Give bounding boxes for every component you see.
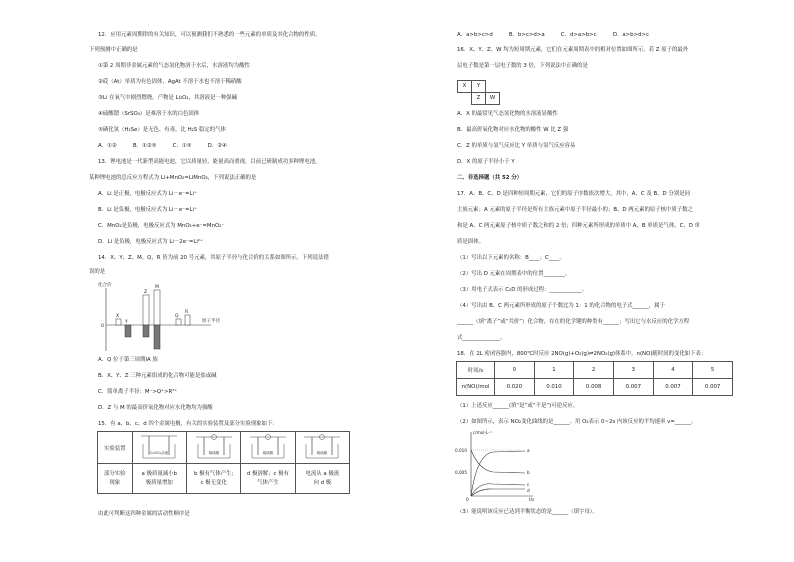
q15-observation-2-line1: b 极有气体产生; bbox=[193, 470, 234, 477]
q14-option-d: D．Z 与 M 的最高价氧化物对应水化物均为强酸 bbox=[98, 405, 213, 411]
q15-apparatus-3 bbox=[241, 432, 295, 464]
q14-valence-radius-figure bbox=[96, 279, 236, 353]
q12-statement-5: ⑤硒化氢（H₂Se）是无色、有毒，比 H₂S 稳定的气体 bbox=[98, 127, 226, 133]
q12-statement-1: ①第 2 周期非金属元素的气态氢化物溶于水后，水溶液均为酸性 bbox=[98, 63, 250, 69]
q18-cell-nno-3: 0.007 bbox=[613, 379, 653, 396]
q16-option-b: B．最高价氧化物对应水化物的酸性 W 比 Z 强 bbox=[457, 127, 569, 133]
q15-apparatus-2-solution: 稀硫酸 bbox=[208, 450, 219, 455]
q18-curve-label-d: d bbox=[527, 488, 530, 493]
section-nonchoice-heading: 二、非选择题（共 52 分） bbox=[457, 175, 523, 181]
q14-x-axis-label: 原子半径 bbox=[202, 319, 220, 324]
q18-curve-d bbox=[471, 489, 525, 496]
q18-y-axis-label: c/mol·L⁻¹ bbox=[473, 430, 493, 435]
q16-option-a: A．X 的最常见气态氢化物的水溶液显酸性 bbox=[457, 111, 558, 117]
q16-cell-y-label: Y bbox=[476, 83, 481, 89]
q14-bar-y-neg bbox=[125, 325, 131, 337]
q15-apparatus-1-solution: CuSO₄溶液 bbox=[149, 450, 169, 455]
q14-option-a: A．Q 位于第三周期ⅠA 族 bbox=[98, 357, 158, 363]
q15-row-label-observation-line1: 部分实验 bbox=[104, 470, 126, 477]
q16-stem-line1: 16．X、Y、Z、W 均为短周期元素，它们在元素周期表中的相对位置如图所示。若 Z 原子的最外 bbox=[457, 47, 689, 53]
q14-bar-z-neg bbox=[143, 325, 149, 337]
q17-part-4-line3: 式______________。 bbox=[457, 335, 506, 341]
q15-observation-2 bbox=[186, 464, 240, 494]
q14-bar-q bbox=[176, 319, 181, 325]
q15-observation-2-line2: c 极无变化 bbox=[200, 479, 227, 486]
q18-cell-time-0: 0 bbox=[495, 362, 535, 379]
q15-row-label-observation bbox=[98, 464, 133, 494]
q16-cell-w bbox=[485, 92, 500, 105]
q14-y-axis-label: 化合价 bbox=[98, 283, 112, 288]
q12-statement-4: ④硫酸锶（SrSO₄）是难溶于水的白色固体 bbox=[98, 111, 200, 117]
q17-stem-line1: 17．A、B、C、D 是四种短周期元素，它们的原子序数依次增大，其中，A、C 及 B、D 分别是同 bbox=[457, 191, 690, 197]
q15-apparatus-2 bbox=[186, 432, 240, 464]
q18-part-1: （1）上述反应______(填“是”或“不是”)可逆反应。 bbox=[457, 403, 579, 409]
q18-data-table bbox=[456, 361, 733, 396]
q15-observation-3-line1: d 极溶解；c 极有 bbox=[246, 470, 290, 477]
q13-option-a: A．Li 是正极，电极反应式为 Li－e⁻=Li⁺ bbox=[98, 191, 197, 197]
q14-bar-label-r: R bbox=[185, 310, 189, 315]
q13-option-c: C．MnO₂是负极，电极反应式为 MnO₂+e⁻=MnO₂⁻ bbox=[98, 223, 225, 229]
q15-observation-4-line1: 电流从 a 极流 bbox=[305, 470, 340, 477]
q14-bar-label-q: Q bbox=[175, 314, 179, 319]
q16-option-d: D．X 的原子半径小于 Y bbox=[457, 159, 515, 165]
q18-cell-time-1: 1 bbox=[534, 362, 574, 379]
q14-bar-label-x: X bbox=[116, 314, 120, 319]
q14-bar-z-pos bbox=[143, 295, 149, 325]
q18-curve-label-b: b bbox=[527, 470, 530, 475]
q16-option-c: C．Z 的单质与氢气反应比 Y 单质与氢气反应容易 bbox=[457, 143, 576, 149]
q17-part-4-line2: ______（填“离子”或“共价”）化合物，存在的化学键的种类有______；写出它与水反应的化学方程 bbox=[457, 319, 690, 325]
q18-cell-time-4: 4 bbox=[653, 362, 693, 379]
q16-stem-line2: 层电子数是第一层电子数的 3 倍，下列说法中正确的是 bbox=[457, 63, 588, 69]
q18-curve-label-c: c bbox=[527, 482, 530, 487]
q18-curve-label-a: a bbox=[527, 448, 530, 453]
q18-x-axis-label: t/s bbox=[529, 497, 535, 502]
q15-apparatus-4-solution: 稀硫酸 bbox=[316, 450, 328, 455]
q18-cell-nno-0: 0.020 bbox=[495, 379, 535, 396]
q15-row-label-observation-line2: 现象 bbox=[109, 479, 121, 486]
q18-cell-time-3: 3 bbox=[613, 362, 653, 379]
q18-cell-nno-4: 0.007 bbox=[653, 379, 693, 396]
q14-bar-m-pos bbox=[154, 290, 160, 325]
q14-stem-line2: 误的是 bbox=[89, 269, 106, 275]
q16-cell-z bbox=[471, 92, 486, 105]
q14-bar-label-m: M bbox=[155, 285, 159, 290]
q13-stem-line1: 13．锂电池是一代新型高能电池，它以质量轻、能量高而重视，目前已研制成功多种锂电池。 bbox=[98, 159, 321, 165]
q15-options: A．a>b>c>d B．b>c>d>a C．d>a>b>c D．a>b>d>c bbox=[457, 32, 650, 38]
q12-stem-line2: 下列预测中正确的是 bbox=[89, 47, 138, 53]
q15-apparatus-4 bbox=[295, 432, 349, 464]
q18-part-3: （3）能说明该反应已达到平衡状态的是______（填字母）。 bbox=[457, 509, 598, 515]
q15-observation-3-line2: 气体产生 bbox=[257, 479, 279, 486]
q15-experiment-table bbox=[97, 431, 350, 494]
q14-option-b: B．X、Y、Z 三种元素组成的化合物可能是盐或碱 bbox=[98, 373, 217, 379]
q18-curve-c bbox=[471, 484, 525, 496]
q18-cell-nno-header: n(NO)/mol bbox=[457, 379, 495, 396]
q14-bar-x bbox=[116, 319, 121, 325]
q18-cell-time-5: 5 bbox=[693, 362, 733, 379]
right-column bbox=[397, 0, 794, 562]
q16-cell-x bbox=[457, 80, 472, 93]
q17-part-3: （3）用电子式表示 C₂D 的形成过程：____________。 bbox=[457, 287, 588, 293]
q15-stem: 15．有 a、b、c、d 四个金属电极，有关的实验装置及部分实验现象如下： bbox=[98, 421, 278, 427]
q18-part-2: （2）如图所示，表示 NO₂变化曲线的是______。用 O₂表示 0~2s 内该反应的平均速率 v=______。 bbox=[457, 419, 697, 425]
q14-option-c: C．简单离子半径：M⁻>Q⁺>R²⁺ bbox=[98, 389, 178, 395]
q18-y-tick-0005: 0.005 bbox=[455, 470, 467, 475]
q18-y-tick-0010: 0.010 bbox=[455, 448, 467, 453]
q18-cell-time-header: 时间/s bbox=[457, 362, 495, 379]
q14-bar-label-z: Z bbox=[144, 290, 148, 295]
q18-concentration-figure bbox=[453, 428, 543, 504]
q17-stem-line4: 质是固体。 bbox=[457, 239, 484, 245]
q12-stem-line1: 12．应用元素周期律的有关知识，可以预测我们不熟悉的一些元素的单质及其化合物的性质。 bbox=[98, 32, 321, 38]
q14-bar-m-neg bbox=[154, 325, 160, 349]
q18-stem: 18．在 2L 密闭容器内，800℃时反应 2NO(g)+O₂(g)⇌2NO₂(g)体系中，n(NO)随时间的变化如下表： bbox=[457, 351, 707, 357]
q12-options: A．①② B．①②⑤ C．①⑤ D．②④ bbox=[98, 143, 227, 149]
q18-cell-nno-2: 0.008 bbox=[574, 379, 614, 396]
q14-bar-label-y: Y bbox=[125, 320, 128, 325]
q14-stem-line1: 14．X、Y、Z、M、Q、R 皆为前 20 号元素，其原子半径与化合价的关系如图所示。下列说法错 bbox=[98, 255, 329, 261]
q13-option-b: B．Li 是负极，电极反应式为 Li－e⁻=Li⁺ bbox=[98, 207, 197, 213]
q18-origin-label: 0 bbox=[466, 497, 469, 502]
q15-observation-1-line2: 极质量增加 bbox=[145, 479, 173, 486]
q15-closing: 由此可判断这四种金属的活动性顺序是 bbox=[98, 511, 190, 517]
q17-part-2: （2）写出 D 元素在周期表中的位置________。 bbox=[457, 271, 571, 277]
q16-cell-x-label: X bbox=[462, 83, 467, 89]
q15-row-label-apparatus: 实验装置 bbox=[98, 432, 133, 464]
q18-cell-nno-1: 0.010 bbox=[534, 379, 574, 396]
q13-stem-line2: 某种锂电池的总反应方程式为 Li+MnO₂=LiMnO₂，下列说法正确的是 bbox=[89, 175, 257, 181]
q14-origin-label: 0 bbox=[101, 324, 104, 329]
q17-stem-line2: 主族元素；A 元素的原子半径是所有主族元素中原子半径最小的；B、D 两元素的原子核中质子数之 bbox=[457, 207, 693, 213]
q14-bar-r bbox=[185, 315, 190, 325]
q15-observation-4 bbox=[295, 464, 349, 494]
q12-statement-3: ③Li 在氧气中剧烈燃烧，产物是 Li₂O₂，其溶液是一种强碱 bbox=[98, 95, 238, 101]
q18-curve-b bbox=[471, 450, 525, 473]
q15-apparatus-1 bbox=[132, 432, 186, 464]
q18-cell-nno-5: 0.007 bbox=[693, 379, 733, 396]
q15-observation-1-line1: a 极质量减小b bbox=[141, 470, 177, 477]
q15-apparatus-3-solution: 稀硫酸 bbox=[262, 450, 274, 455]
q17-part-1: （1）写出以下元素的名称：B____；C____。 bbox=[457, 255, 565, 261]
q18-cell-time-2: 2 bbox=[574, 362, 614, 379]
q17-stem-line3: 和是 A、C 两元素原子核中质子数之和的 2 倍；四种元素所形成的单质中 A、B 单质是气体，C、D 单 bbox=[457, 223, 701, 229]
q17-part-4-line1: （4）写出由 B、C 两元素所形成的原子个数比为 1：1 的化合物的电子式______，属于 bbox=[457, 303, 665, 309]
q12-statement-2: ②砹（At）单质为有色固体，AgAt 不溶于水也不溶于稀硝酸 bbox=[98, 79, 242, 85]
q16-cell-w-label: W bbox=[489, 95, 496, 101]
q15-observation-1 bbox=[132, 464, 186, 494]
q15-observation-4-line2: 向 d 极 bbox=[313, 479, 332, 486]
q16-cell-z-label: Z bbox=[476, 95, 481, 101]
q15-observation-3 bbox=[241, 464, 295, 494]
q13-option-d: D．Li 是负极，电极反应式为 Li－2e⁻=Li²⁺ bbox=[98, 239, 203, 245]
